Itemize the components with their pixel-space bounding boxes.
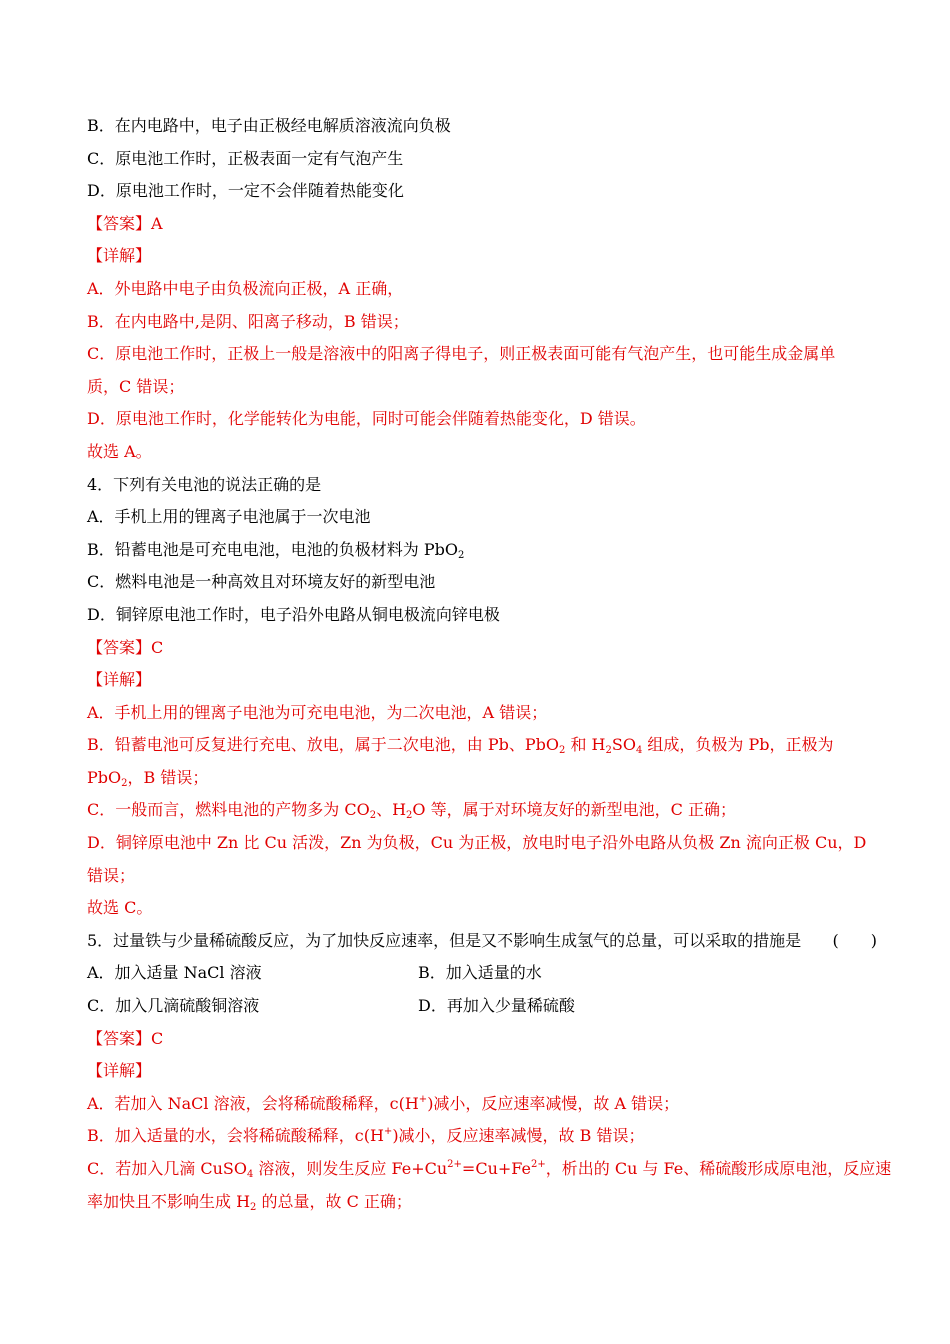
q3-conclusion: 故选 A。 bbox=[87, 441, 152, 461]
text-run: 、H bbox=[376, 800, 407, 820]
q4-explanation-b-line2 bbox=[87, 762, 877, 795]
subscript: 2 bbox=[457, 549, 465, 561]
text-run: B．铅蓄电池是可充电电池，电池的负极材料为 PbO bbox=[87, 539, 458, 559]
q5-option-d: D．再加入少量稀硫酸 bbox=[418, 996, 575, 1016]
text-run: )减小，反应速率减慢，故 A 错误； bbox=[427, 1093, 680, 1113]
q5-option-a: A．加入适量 NaCl 溶液 bbox=[87, 963, 262, 983]
text-run: )减小，反应速率减慢，故 B 错误； bbox=[392, 1126, 645, 1146]
q5-explanation-a bbox=[87, 1088, 877, 1121]
text-run: 的总量，故 C 正确； bbox=[256, 1191, 412, 1211]
q5-explanation-b bbox=[87, 1120, 877, 1153]
q4-option-a: A．手机上用的锂离子电池属于一次电池 bbox=[87, 507, 371, 527]
text-run: =Cu+Fe bbox=[461, 1159, 531, 1178]
text-run: 溶液，则发生反应 Fe+Cu bbox=[253, 1159, 448, 1178]
q4-option-c: C．燃料电池是一种高效且对环境友好的新型电池 bbox=[87, 572, 436, 592]
q3-explanation-a: A．外电路中电子由负极流向正极，A 正确， bbox=[87, 278, 404, 298]
subscript: 2 bbox=[369, 810, 377, 822]
q5-explanation-c-line1 bbox=[87, 1153, 892, 1186]
q5-detail-label: 【详解】 bbox=[87, 1061, 152, 1081]
text-run: ，B 错误； bbox=[127, 767, 209, 787]
subscript: 4 bbox=[635, 745, 643, 757]
text-run: O 等，属于对环境友好的新型电池，C 正确； bbox=[412, 800, 736, 820]
text-run: PbO bbox=[87, 767, 122, 787]
q5-answer: 【答案】C bbox=[87, 1028, 164, 1048]
text-run: B．铅蓄电池可反复进行充电、放电，属于二次电池，由 Pb、PbO bbox=[87, 735, 559, 755]
q5-stem: 5．过量铁与少量稀硫酸反应，为了加快反应速率，但是又不影响生成氢气的总量，可以采取的措施是 bbox=[87, 930, 802, 950]
q3-explanation-b: B．在内电路中,是阴、阳离子移动，B 错误； bbox=[87, 311, 409, 331]
q4-explanation-d-line2: 错误； bbox=[87, 865, 136, 885]
q5-options-row2 bbox=[87, 990, 877, 1023]
text-run: ，析出的 Cu 与 Fe、稀硫酸形成原电池，反应速 bbox=[545, 1159, 892, 1178]
q3-answer: 【答案】A bbox=[87, 213, 163, 233]
text-run: C．一般而言，燃料电池的产物多为 CO bbox=[87, 800, 370, 820]
q3-explanation-c-line1: C．原电池工作时，正极上一般是溶液中的阳离子得电子，则正极表面可能有气泡产生，也可能生成金属单 bbox=[87, 344, 836, 364]
q4-option-d: D．铜锌原电池工作时，电子沿外电路从铜电极流向锌电极 bbox=[87, 604, 500, 624]
q5-answer-blank: ( ) bbox=[832, 930, 877, 950]
q3-explanation-d: D．原电池工作时，化学能转化为电能，同时可能会伴随着热能变化，D 错误。 bbox=[87, 409, 646, 429]
superscript: + bbox=[418, 1093, 428, 1105]
q5-option-c: C．加入几滴硫酸铜溶液 bbox=[87, 996, 260, 1016]
q4-stem: 4．下列有关电池的说法正确的是 bbox=[87, 474, 322, 494]
q3-option-b: B．在内电路中，电子由正极经电解质溶液流向负极 bbox=[87, 116, 451, 135]
q3-option-c: C．原电池工作时，正极表面一定有气泡产生 bbox=[87, 148, 404, 168]
superscript: 2+ bbox=[530, 1159, 546, 1170]
superscript: + bbox=[383, 1126, 393, 1138]
subscript: 2 bbox=[558, 745, 566, 757]
q4-explanation-a: A．手机上用的锂离子电池为可充电电池，为二次电池，A 错误； bbox=[87, 702, 548, 722]
text-run: 率加快且不影响生成 H bbox=[87, 1191, 251, 1211]
text-run: 和 H bbox=[565, 735, 606, 755]
text-run: B．加入适量的水，会将稀硫酸稀释，c(H bbox=[87, 1126, 384, 1146]
q5-stem-line bbox=[87, 925, 877, 958]
document-page bbox=[87, 110, 892, 1218]
text-run: A．若加入 NaCl 溶液，会将稀硫酸稀释，c(H bbox=[87, 1093, 419, 1113]
q5-explanation-c-line2 bbox=[87, 1186, 877, 1219]
superscript: 2+ bbox=[447, 1159, 462, 1170]
text-run: SO bbox=[611, 735, 636, 755]
subscript: 2 bbox=[121, 777, 128, 789]
q4-answer: 【答案】C bbox=[87, 637, 164, 657]
q5-option-b: B．加入适量的水 bbox=[418, 963, 542, 983]
q4-explanation-d-line1: D．铜锌原电池中 Zn 比 Cu 活泼，Zn 为负极，Cu 为正极，放电时电子沿外电路从负极 Zn 流向正极 Cu，D bbox=[87, 833, 867, 853]
subscript: 2 bbox=[605, 745, 612, 757]
q3-explanation-c-line2: 质，C 错误； bbox=[87, 376, 185, 396]
q4-conclusion: 故选 C。 bbox=[87, 898, 153, 918]
q4-explanation-c bbox=[87, 794, 877, 827]
q5-options-row1 bbox=[87, 957, 877, 990]
q4-detail-label: 【详解】 bbox=[87, 670, 152, 690]
text-run: C．若加入几滴 CuSO bbox=[87, 1159, 247, 1178]
subscript: 4 bbox=[246, 1169, 254, 1180]
q3-option-d: D．原电池工作时，一定不会伴随着热能变化 bbox=[87, 181, 404, 201]
q4-option-b bbox=[87, 534, 877, 567]
subscript: 2 bbox=[406, 810, 413, 822]
text-run: 组成，负极为 Pb，正极为 bbox=[642, 735, 834, 755]
q3-detail-label: 【详解】 bbox=[87, 246, 152, 266]
subscript: 2 bbox=[250, 1201, 257, 1213]
q4-explanation-b-line1 bbox=[87, 729, 877, 762]
